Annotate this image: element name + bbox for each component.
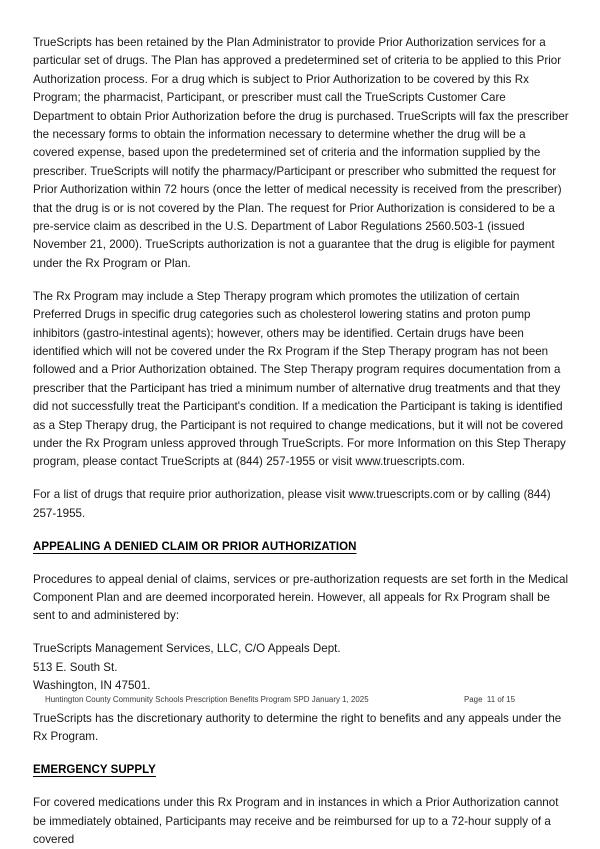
footer-page-number: Page 11 of 15 xyxy=(463,695,515,704)
paragraph-appeal-procedures: Procedures to appeal denial of claims, services or pre-authorization requests are set forth in the Medical Component Plan and are deemed incorporated herein. However, all appeals for Rx Program shall be sent to and administered by: xyxy=(33,572,569,623)
paragraph-prior-authorization-intro: TrueScripts has been retained by the Plan Administrator to provide Prior Authorization services for a particular set of drugs. The Plan has approved a predetermined set of criteria to be applied to this Prior Authorization process. For a drug which is subject to Prior Authorization to be covered by this Rx Program; the pharmacist, Participant, or prescriber must call the TrueScripts Customer Care Department to obtain Prior Authorization before the drug is purchased. TrueScripts will fax the prescriber the necessary forms to obtain the information necessary to determine whether the drug will be a covered expense, based upon the predetermined set of criteria and the information supplied by the prescriber. TrueScripts will notify the pharmacy/Participant or prescriber who submitted the request for Prior Authorization within 72 hours (once the letter of medical necessity is received from the prescriber) that the drug is or is not covered by the Plan. The request for Prior Authorization is considered to be a pre-service claim as described in the U.S. Department of Labor Regulations 2560.503-1 (issued November 21, 2000). TrueScripts authorization is not a guarantee that the drug is eligible for payment under the Rx Program or Plan. xyxy=(33,36,569,270)
heading-emergency-supply-text: EMERGENCY SUPPLY xyxy=(33,764,156,777)
appeals-address-line-2: 513 E. South St. xyxy=(33,660,118,674)
paragraph-step-therapy: The Rx Program may include a Step Therapy program which promotes the utilization of certain Preferred Drugs in specific drug categories such as cholesterol lowering statins and proton pump inhibitors (gastro-intestinal agents); however, others may be identified. Certain drugs have been identified which will not be covered under the Rx Program if the Step Therapy program has not been followed and a Prior Authorization obtained. The Step Therapy program requires documentation from a prescriber that the Participant has tried a minimum number of alternative drug treatments and that they did not successfully treat the Participant's condition. If a medication the Participant is taking is identified as a Step Therapy drug, the Participant is not required to change medications, but it will not be covered under the Rx Program unless approved through TrueScripts. For more Information on this Step Therapy program, please contact TrueScripts at (844) 257-1955 or visit www.truescripts.com. xyxy=(33,289,566,469)
paragraph-drug-list: For a list of drugs that require prior authorization, please visit www.truescripts.com or by calling (844) 257-1955. xyxy=(33,488,551,520)
document-body xyxy=(33,34,569,849)
paragraph-discretionary-authority: TrueScripts has the discretionary authority to determine the right to benefits and any appeals under the Rx Program. xyxy=(33,712,562,744)
appeals-address-line-3: Washington, IN 47501. xyxy=(33,679,151,693)
heading-appealing-a-denied-claim xyxy=(33,538,569,556)
appeals-address-line-1: TrueScripts Management Services, LLC, C/O Appeals Dept. xyxy=(33,642,341,656)
footer-document-title: Huntington County Community Schools Prescription Benefits Program SPD January 1, 2025 xyxy=(45,695,369,704)
appeals-address-block xyxy=(33,640,569,695)
heading-appealing-text: APPEALING A DENIED CLAIM OR PRIOR AUTHORIZATION xyxy=(33,540,357,553)
heading-emergency-supply xyxy=(33,761,569,779)
paragraph-emergency-supply: For covered medications under this Rx Program and in instances in which a Prior Authorization cannot be immediately obtained, Participants may receive and be reimbursed for up to a 72-hour supply of a covered xyxy=(33,796,559,847)
page-footer xyxy=(45,694,569,706)
